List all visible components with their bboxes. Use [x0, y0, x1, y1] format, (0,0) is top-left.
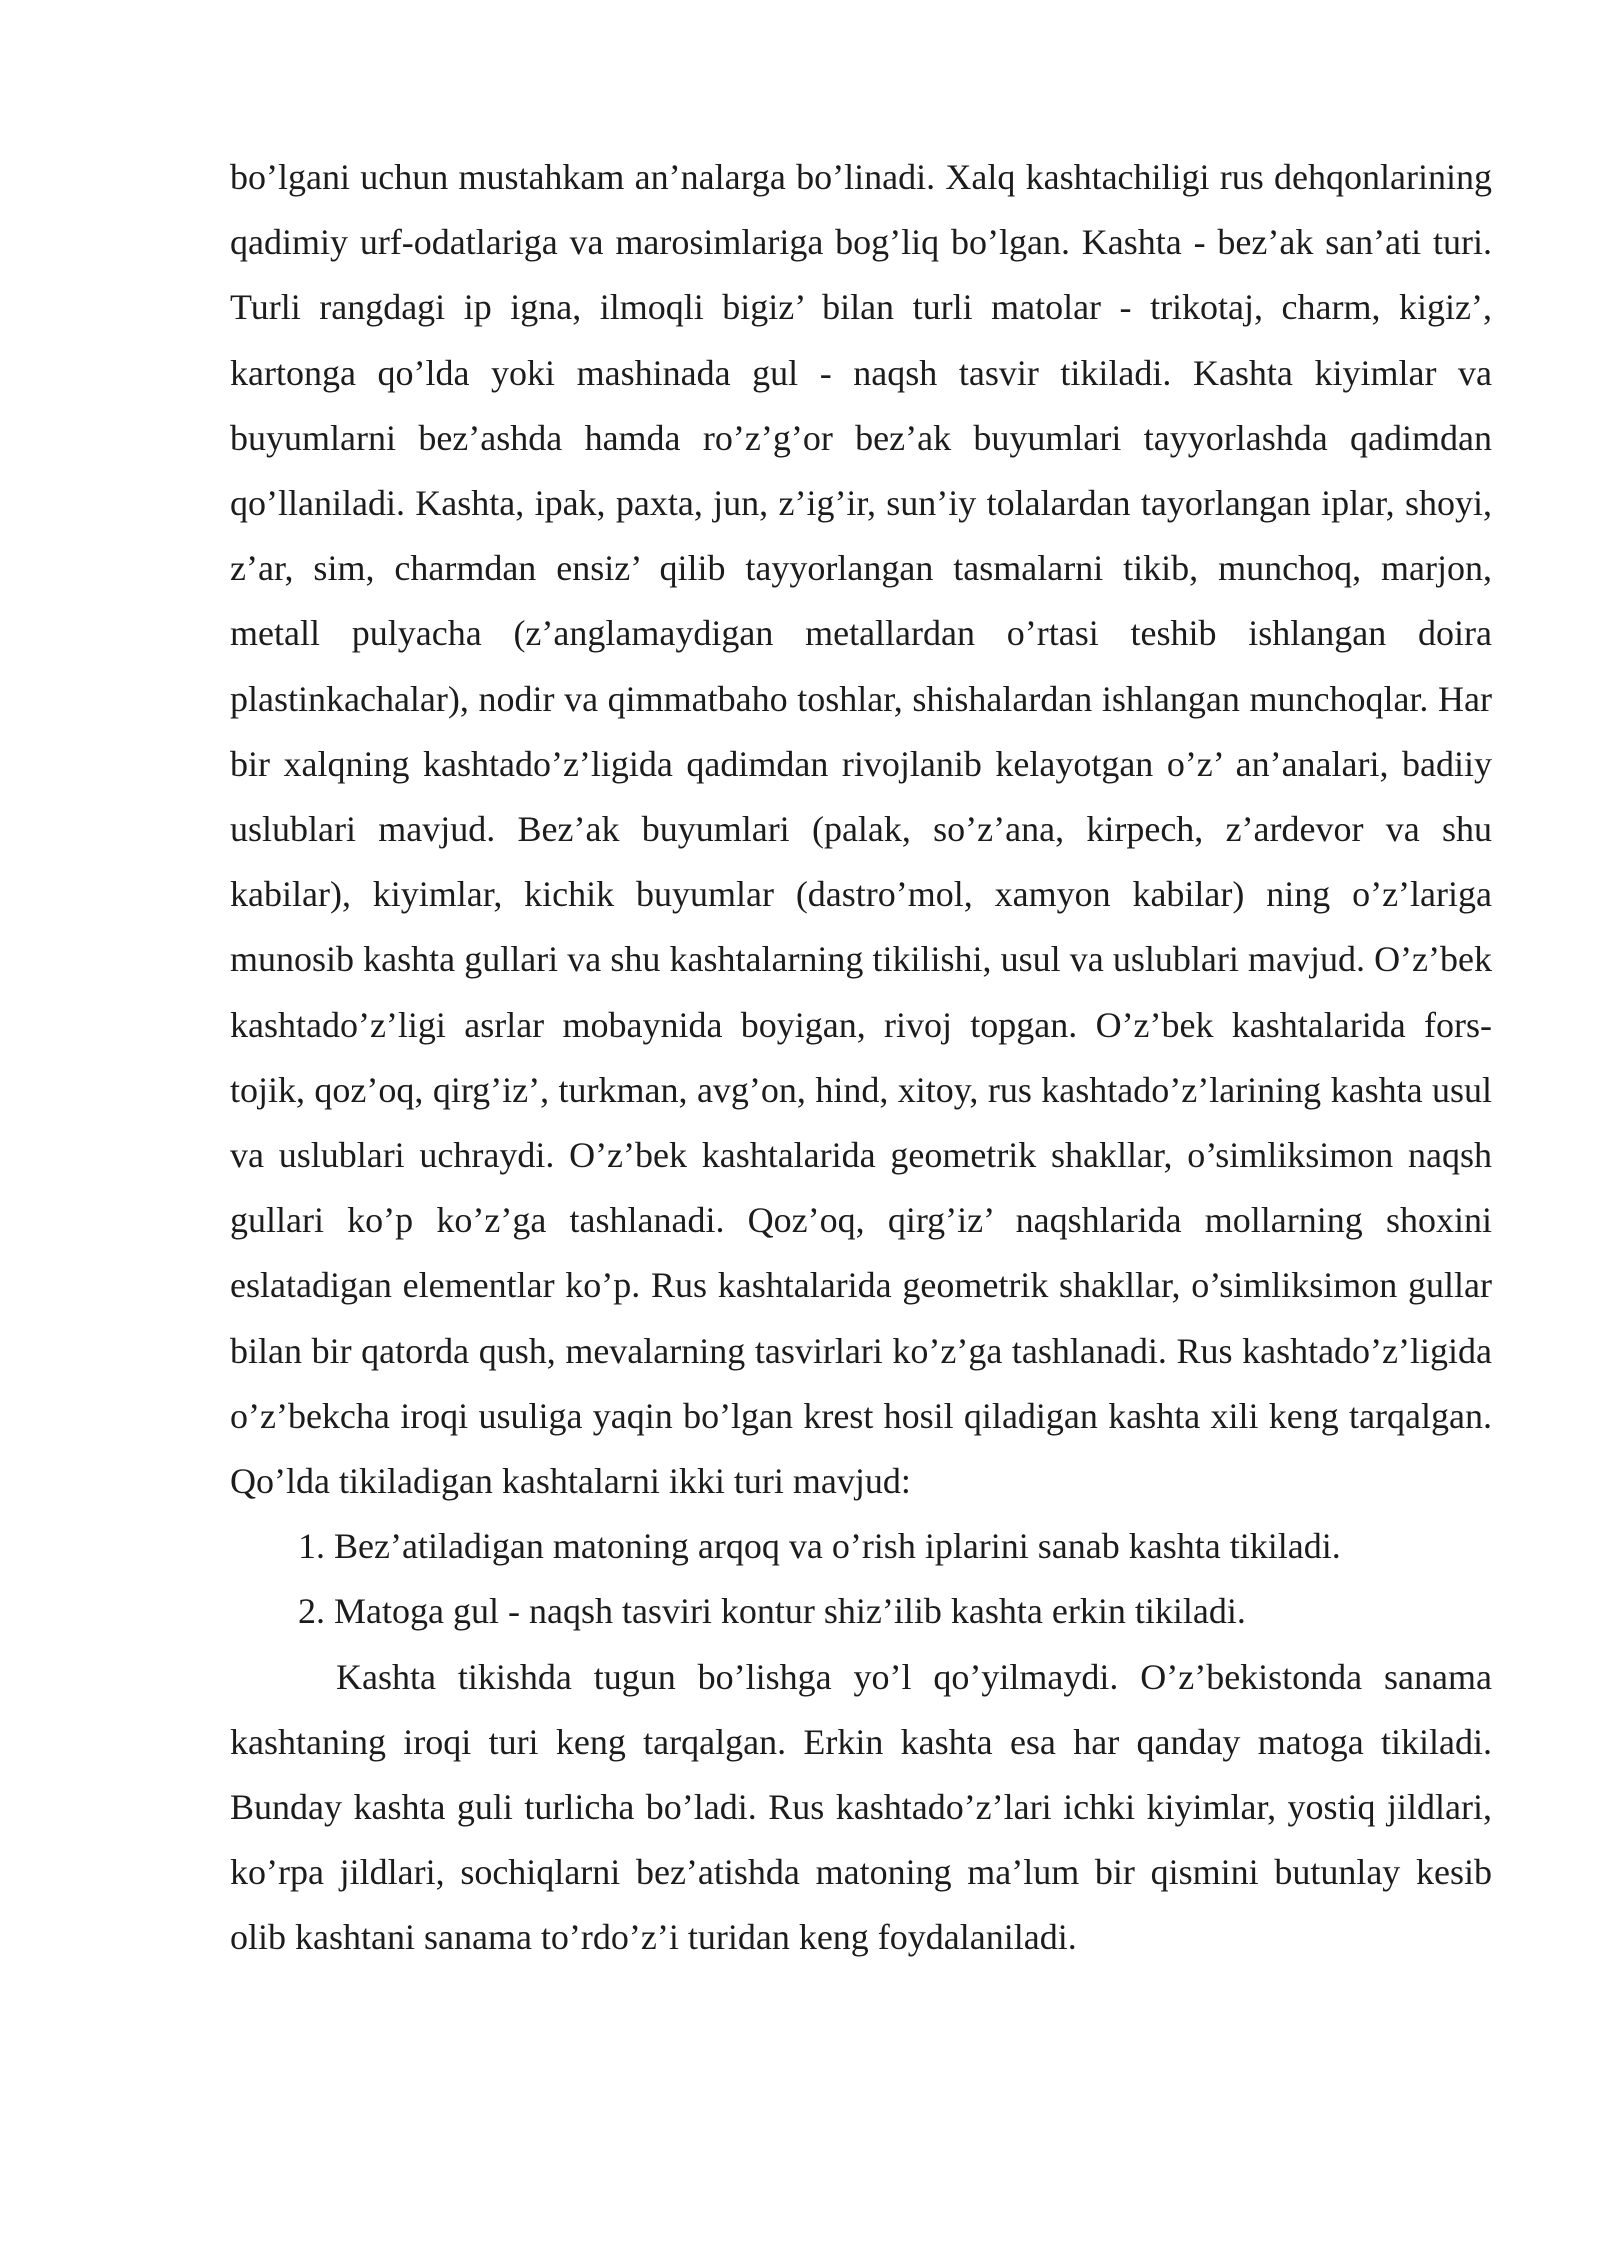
numbered-list [230, 1514, 1492, 1644]
body-paragraph: Kashta tikishda tugun bo’lishga yo’l qo’yilmaydi. O’z’bekistonda sanama kashtaning iroqi turi keng tarqalgan. Erkin kashta esa har qanday matoga tikiladi. Bunday kashta guli turlicha bo’ladi. Rus kashtado’z’lari ichki kiyimlar, yostiq jildlari, ko’rpa jildlari, sochiqlarni bez’atishda matoning ma’lum bir qismini butunlay kesib olib kashtani sanama to’rdo’z’i turidan keng foydalaniladi. [230, 1656, 1492, 1958]
list-item: 1. Bez’atiladigan matoning arqoq va o’rish iplarini sanab kashta tikiladi. [298, 1526, 1341, 1567]
list-item: 2. Matoga gul - naqsh tasviri kontur shiz’ilib kashta erkin tikiladi. [298, 1591, 1246, 1632]
body-paragraph: bo’lgani uchun mustahkam an’nalarga bo’linadi. Xalq kashtachiligi rus dehqonlarining qadimiy urf-odatlariga va marosimlariga bog’liq bo’lgan. Kashta - bez’ak san’ati turi. Turli rangdagi ip igna, ilmoqli bigiz’ bilan turli matolar - trikotaj, charm, kigiz’, kartonga qo’lda yoki mashinada gul - naqsh tasvir tikiladi. Kashta kiyimlar va buyumlarni bez’ashda hamda ro’z’g’or bez’ak buyumlari tayyorlashda qadimdan qo’llaniladi. Kashta, ipak, paxta, jun, z’ig’ir, sun’iy tolalardan tayorlangan iplar, shoyi, z’ar, sim, charmdan ensiz’ qilib tayyorlangan tasmalarni tikib, munchoq, marjon, metall pulyacha (z’anglamaydigan metallardan o’rtasi teshib ishlangan doira plastinkachalar), nodir va qimmatbaho toshlar, shishalardan ishlangan munchoqlar. Har bir xalqning kashtado’z’ligida qadimdan rivojlanib kelayotgan o’z’ an’analari, badiiy uslublari mavjud. Bez’ak buyumlari (palak, so’z’ana, kirpech, z’ardevor va shu kabilar), kiyimlar, kichik buyumlar (dastro’mol, xamyon kabilar) ning o’z’lariga munosib kashta gullari va shu kashtalarning tikilishi, usul va uslublari mavjud. O’z’bek kashtado’z’ligi asrlar mobaynida boyigan, rivoj topgan. O’z’bek kashtalarida fors-tojik, qoz’oq, qirg’iz’, turkman, avg’on, hind, xitoy, rus kashtado’z’larining kashta usul va uslublari uchraydi. O’z’bek kashtalarida geometrik shakllar, o’simliksimon naqsh gullari ko’p ko’z’ga tashlanadi. Qoz’oq, qirg’iz’ naqshlarida mollarning shoxini eslatadigan elementlar ko’p. Rus kashtalarida geometrik shakllar, o’simliksimon gullar bilan bir qatorda qush, mevalarning tasvirlari ko’z’ga tashlanadi. Rus kashtado’z’ligida o’z’bekcha iroqi usuliga yaqin bo’lgan krest hosil qiladigan kashta xili keng tarqalgan. Qo’lda tikiladigan kashtalarni ikki turi mavjud: [230, 157, 1492, 1502]
document-body [230, 145, 1492, 1971]
